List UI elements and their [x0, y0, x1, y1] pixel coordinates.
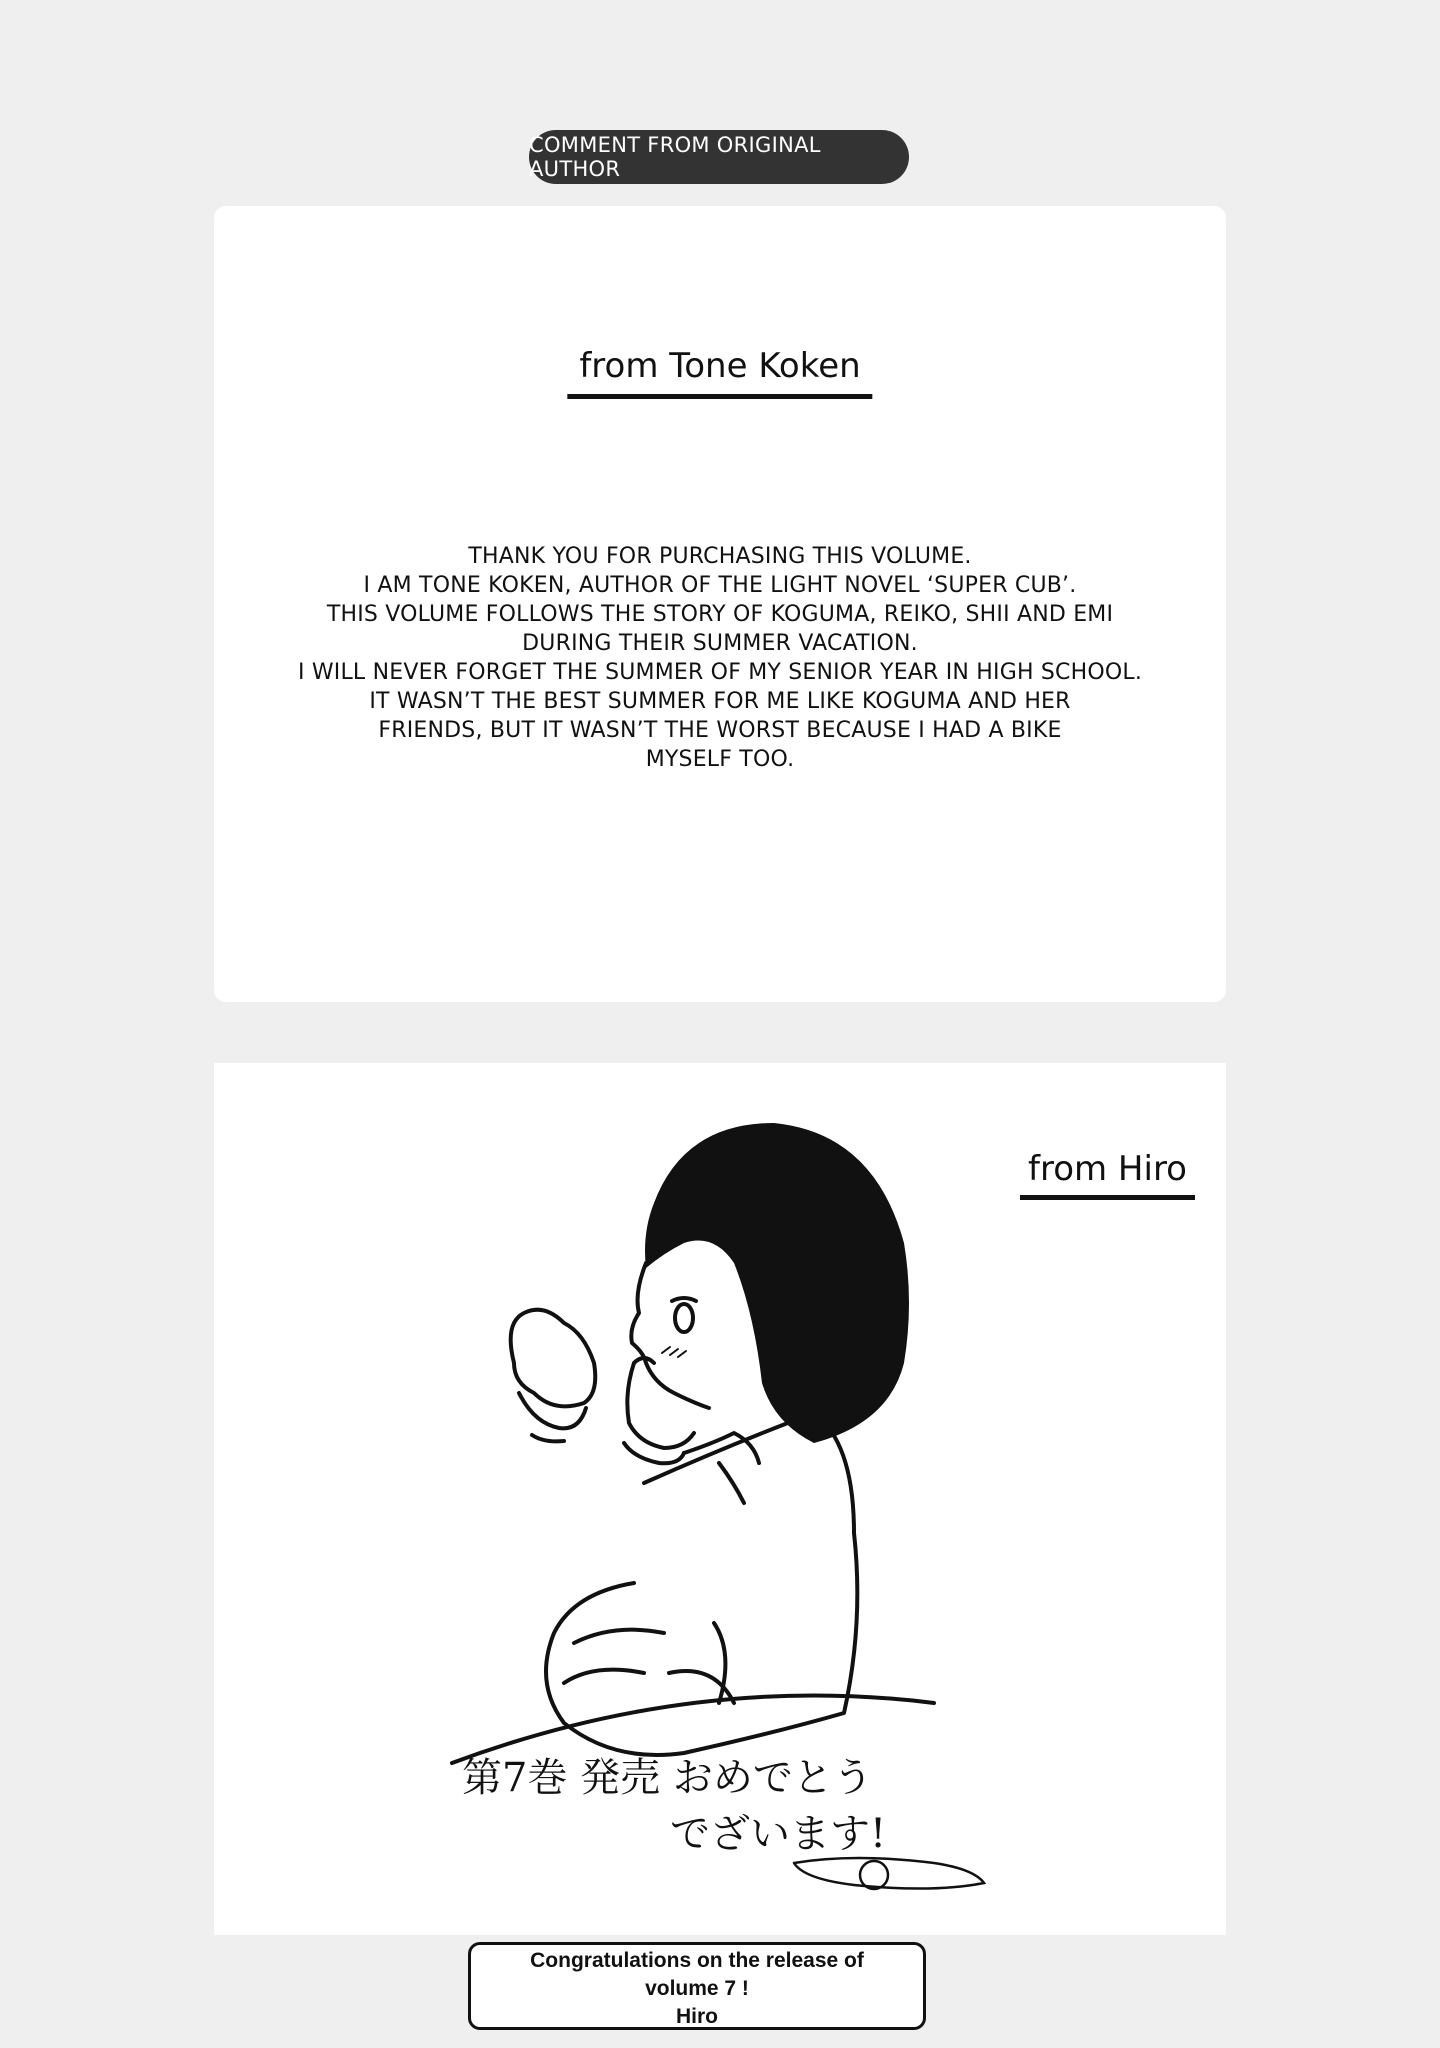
message-line: I AM TONE KOKEN, AUTHOR OF THE LIGHT NOVEL ‘SUPER CUB’.	[363, 573, 1077, 598]
artist-comment-card	[214, 1063, 1226, 1935]
message-line: IT WASN’T THE BEST SUMMER FOR ME LIKE KOGUMA AND HER	[369, 689, 1071, 714]
translation-caption	[468, 1942, 926, 2030]
handwritten-line-1: 第7巻 発売 おめでとう	[462, 1755, 873, 1801]
author-comment-title: from Tone Koken	[567, 346, 872, 399]
author-comment-message	[214, 542, 1226, 774]
caption-line: Hiro	[676, 2005, 718, 2028]
handwritten-line-2: でざいます!	[670, 1811, 887, 1857]
message-line: DURING THEIR SUMMER VACATION.	[522, 631, 918, 656]
message-line: THANK YOU FOR PURCHASING THIS VOLUME.	[468, 544, 972, 569]
artist-comment-title: from Hiro	[1020, 1149, 1195, 1200]
caption-line: Congratulations on the release of	[530, 1949, 864, 1972]
section-header-label: COMMENT FROM ORIGINAL AUTHOR	[529, 133, 821, 181]
message-line: I WILL NEVER FORGET THE SUMMER OF MY SENIOR YEAR IN HIGH SCHOOL.	[297, 660, 1143, 685]
message-line: FRIENDS, BUT IT WASN’T THE WORST BECAUSE I HAD A BIKE	[378, 718, 1062, 743]
author-comment-card	[214, 206, 1226, 1002]
caption-line: volume 7 !	[645, 1977, 749, 2000]
section-header	[529, 130, 909, 184]
message-line: THIS VOLUME FOLLOWS THE STORY OF KOGUMA, REIKO, SHII AND EMI	[326, 602, 1114, 627]
message-line: MYSELF TOO.	[645, 747, 795, 772]
